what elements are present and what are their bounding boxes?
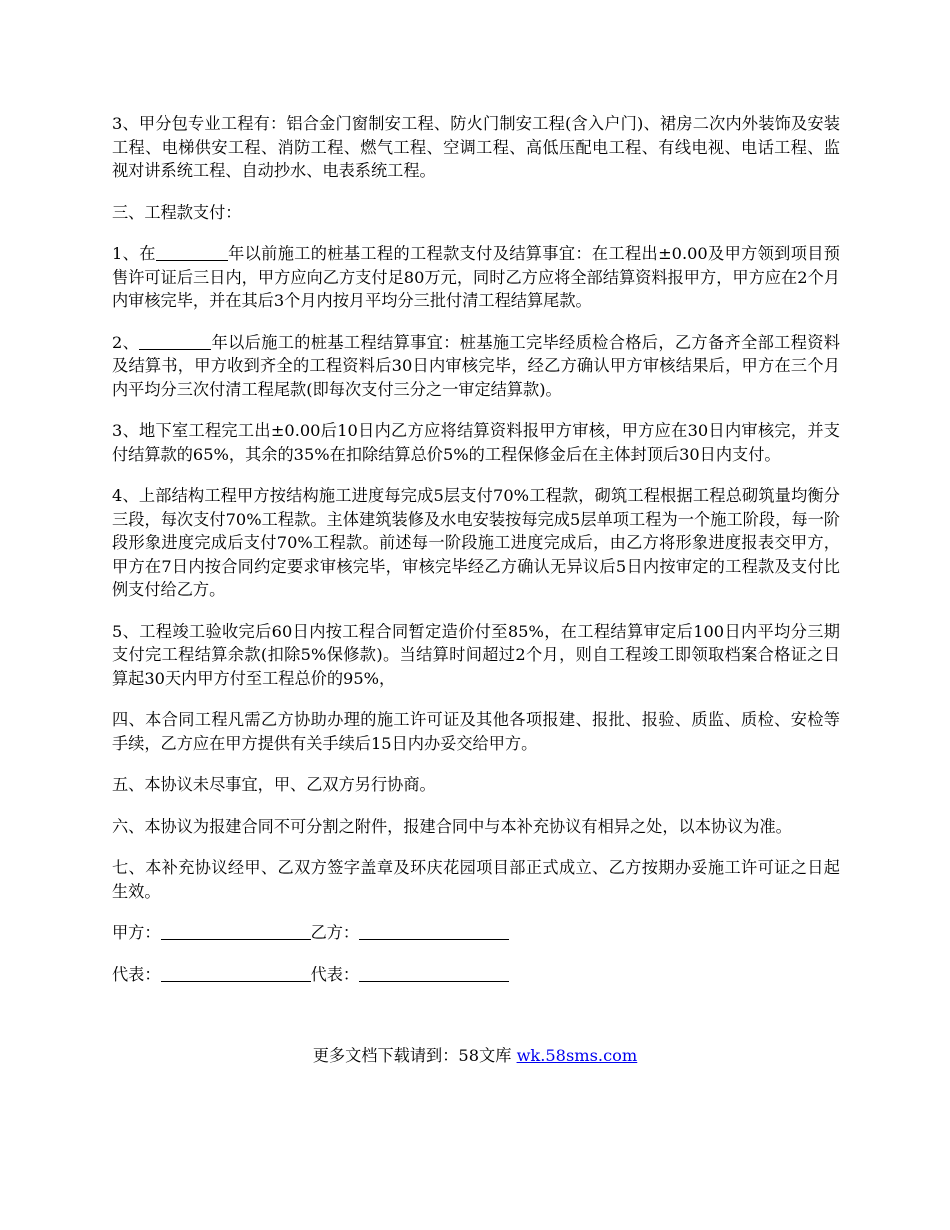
year-blank-line bbox=[139, 348, 211, 350]
party-b-signature-line bbox=[359, 938, 509, 940]
paragraph-payment-2 bbox=[112, 331, 840, 402]
paragraph-payment-3: 3、地下室工程完工出±0.00后10日内乙方应将结算资料报甲方审核，甲方应在30日内审核完，并支付结算款的65%，其余的35%在扣除结算总价5%的工程保修金后在主体封顶后30日内支付。 bbox=[112, 421, 840, 464]
paragraph-subcontract-scope: 3、甲分包专业工程有：铝合金门窗制安工程、防火门制安工程(含入户门)、裙房二次内外装饰及安装工程、电梯供安工程、消防工程、燃气工程、空调工程、高低压配电工程、有线电视、电话工程、监视对讲系统工程、自动抄水、电表系统工程。 bbox=[112, 114, 840, 180]
signature-row-representatives bbox=[112, 963, 840, 987]
paragraph-payment-5: 5、工程竣工验收完后60日内按工程合同暂定造价付至85%，在工程结算审定后100日内平均分三期支付完工程结算余款(扣除5%保修款)。当结算时间超过2个月，则自工程竣工即领取档案合格证之日算起30天内甲方付至工程总价的95%， bbox=[112, 621, 840, 688]
party-a-label: 甲方： bbox=[112, 923, 161, 942]
paragraph-payment-1-prefix: 1、在 bbox=[112, 244, 156, 263]
download-footer bbox=[0, 1044, 950, 1068]
rep-b-label: 代表： bbox=[310, 964, 360, 984]
paragraph-attachment: 六、本协议为报建合同不可分割之附件，报建合同中与本补充协议有相异之处，以本协议为准。 bbox=[112, 816, 792, 836]
paragraph-payment-2-body: 年以后施工的桩基工程结算事宜：桩基施工完毕经质检合格后，乙方备齐全部工程资料及结算书，甲方收到齐全的工程资料后30日内审核完毕，经乙方确认甲方审核结果后，甲方在三个月内平均分三次付清工程尾款(即每次支付三分之一审定结算款)。 bbox=[112, 332, 840, 399]
document-body bbox=[112, 112, 840, 1004]
footer-link[interactable]: wk.58sms.com bbox=[516, 1046, 638, 1065]
rep-a-signature-line bbox=[161, 980, 311, 982]
paragraph-permits: 四、本合同工程凡需乙方协助办理的施工许可证及其他各项报建、报批、报验、质监、质检、安检等手续，乙方应在甲方提供有关手续后15日内办妥交给甲方。 bbox=[112, 710, 840, 753]
paragraph-payment-1 bbox=[112, 242, 840, 313]
party-a-signature-line bbox=[161, 938, 311, 940]
paragraph-payment-2-prefix: 2、 bbox=[112, 332, 140, 352]
paragraph-payment-1-body: 年以前施工的桩基工程的工程款支付及结算事宜：在工程出±0.00及甲方领到项目预售许可证后三日内，甲方应向乙方支付足80万元，同时乙方应将全部结算资料报甲方，甲方应在2个月内审核完毕，并在其后3个月内按月平均分三批付清工程结算尾款。 bbox=[112, 244, 840, 310]
rep-a-label: 代表： bbox=[112, 964, 161, 984]
rep-b-signature-line bbox=[359, 980, 509, 982]
footer-text: 更多文档下载请到：58文库 bbox=[312, 1046, 517, 1065]
paragraph-other-matters: 五、本协议未尽事宜，甲、乙双方另行协商。 bbox=[112, 775, 436, 794]
signature-row-parties bbox=[112, 921, 840, 945]
paragraph-effective: 七、本补充协议经甲、乙双方签字盖章及环庆花园项目部正式成立、乙方按期办妥施工许可证之日起生效。 bbox=[112, 858, 840, 901]
heading-payment: 三、工程款支付： bbox=[112, 202, 242, 222]
party-b-label: 乙方： bbox=[310, 923, 360, 942]
year-blank-line bbox=[156, 259, 228, 261]
paragraph-payment-4: 4、上部结构工程甲方按结构施工进度每完成5层支付70%工程款，砌筑工程根据工程总砌筑量均衡分三段，每次支付70%工程款。主体建筑装修及水电安装按每完成5层单项工程为一个施工阶段，每一阶段形象进度完成后支付70%工程款。前述每一阶段施工进度完成后，由乙方将形象进度报表交甲方，甲方在7日内按合同约定要求审核完毕，审核完毕经乙方确认无异议后5日内按审定的工程款及支付比例支付给乙方。 bbox=[112, 486, 840, 599]
